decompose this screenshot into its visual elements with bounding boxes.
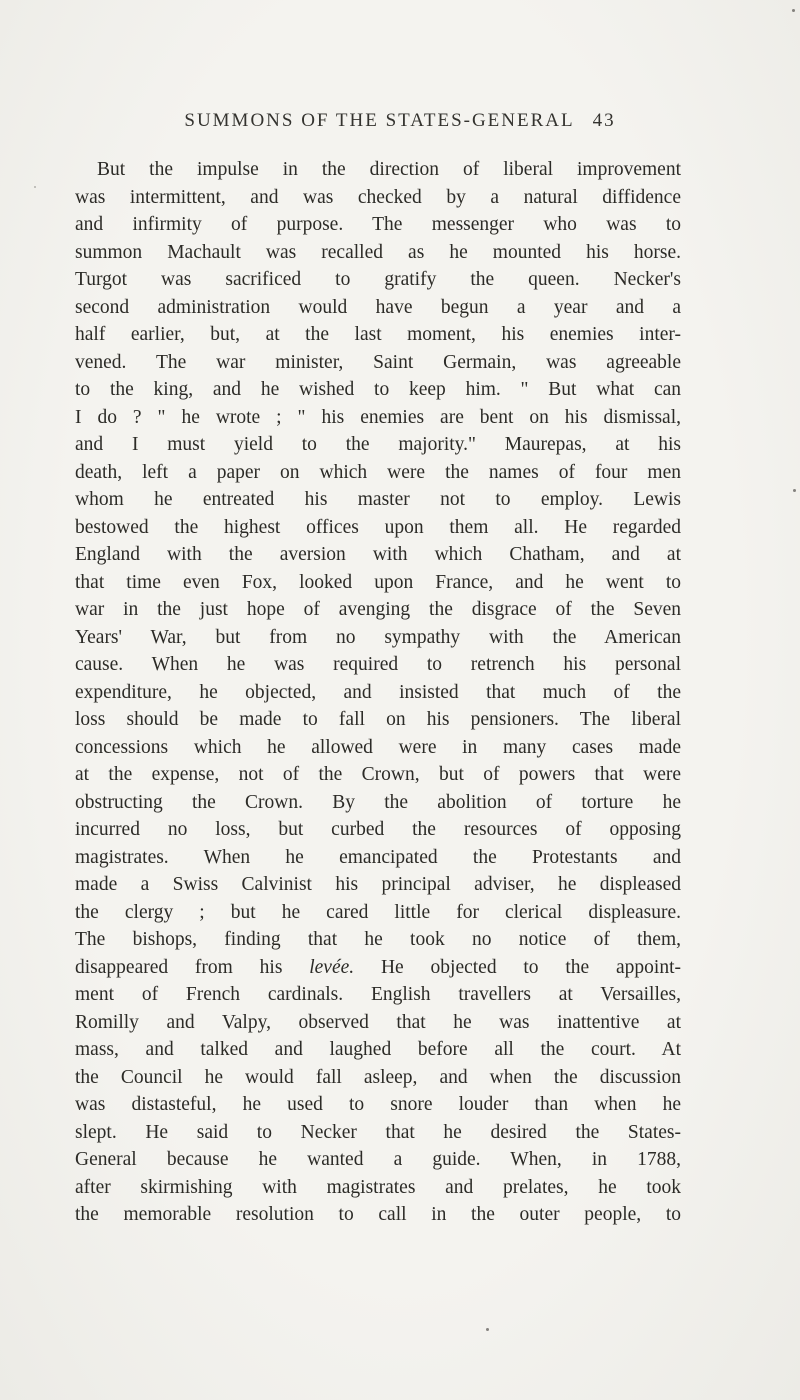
text-segment: obstructing the Crown. By the abolition of torture he: [75, 791, 681, 813]
text-segment: whom he entreated his master not to employ. Lewis: [75, 489, 681, 510]
text-segment: cause. When he was required to retrench his personal: [75, 654, 681, 675]
text-line: [75, 816, 681, 844]
scan-artifact-dot: [34, 186, 36, 188]
text-line: [75, 624, 681, 652]
text-segment: General because he wanted a guide. When, in 1788,: [75, 1149, 681, 1170]
text-segment: Turgot was sacrificed to gratify the queen. Necker's: [75, 269, 681, 290]
text-line: [75, 651, 681, 679]
text-segment: and I must yield to the majority." Maurepas, at his: [75, 434, 681, 455]
text-line: [75, 404, 681, 432]
text-line: [75, 1064, 681, 1092]
text-segment: vened. The war minister, Saint Germain, was agreeable: [75, 351, 681, 373]
text-segment: was intermittent, and was checked by a natural diffidence: [75, 186, 681, 208]
text-segment: was distasteful, he used to snore louder than when he: [75, 1094, 681, 1115]
text-line: [75, 1091, 681, 1119]
page-number: 43: [592, 110, 616, 131]
text-segment: the clergy ; but he cared little for clerical displeasure.: [75, 901, 681, 923]
text-line: [75, 954, 681, 982]
text-segment: war in the just hope of avenging the disgrace of the Seven: [75, 599, 681, 620]
text-line: [75, 899, 681, 927]
text-segment: that time even Fox, looked upon France, and he went to: [75, 571, 681, 593]
text-line: [75, 981, 681, 1009]
page-text: [75, 156, 681, 1229]
text-line: [75, 321, 681, 349]
text-segment: England with the aversion with which Chatham, and at: [75, 544, 681, 565]
text-segment: and infirmity of purpose. The messenger who was to: [75, 214, 681, 235]
text-segment: ment of French cardinals. English travellers at Versailles,: [75, 984, 681, 1005]
text-segment: incurred no loss, but curbed the resources of opposing: [75, 819, 681, 840]
text-line: [75, 1036, 681, 1064]
text-line: [75, 266, 681, 294]
text-segment: the Council he would fall asleep, and when the discussion: [75, 1066, 681, 1088]
text-segment: slept. He said to Necker that he desired the States-: [75, 1121, 681, 1143]
text-line: [75, 541, 681, 569]
text-line: [75, 926, 681, 954]
text-segment: magistrates. When he emancipated the Protestants and: [75, 846, 681, 868]
text-line: [75, 1201, 681, 1229]
text-line: [75, 376, 681, 404]
text-segment: at the expense, not of the Crown, but of powers that were: [75, 764, 681, 785]
text-line: [75, 1119, 681, 1147]
text-line: [75, 761, 681, 789]
text-line: [75, 596, 681, 624]
text-line: [75, 569, 681, 597]
text-segment: The bishops, finding that he took no notice of them,: [75, 929, 681, 950]
text-line: [75, 789, 681, 817]
text-segment: disappeared from his: [75, 956, 310, 978]
text-line: [75, 706, 681, 734]
text-line: [75, 486, 681, 514]
header-title: SUMMONS OF THE STATES-GENERAL: [184, 110, 575, 131]
scan-artifact-dot: [486, 1328, 489, 1331]
scan-artifact-dot: [792, 9, 795, 12]
text-segment: half earlier, but, at the last moment, his enemies inter-: [75, 324, 681, 345]
text-segment: second administration would have begun a year and a: [75, 296, 681, 318]
text-line: [75, 459, 681, 487]
text-segment: But the impulse in the direction of liberal improvement: [97, 159, 681, 180]
text-segment: made a Swiss Calvinist his principal adviser, he displeased: [75, 874, 681, 895]
text-line: [75, 294, 681, 322]
text-line: [75, 211, 681, 239]
text-segment: death, left a paper on which were the names of four men: [75, 461, 681, 483]
text-line: [75, 349, 681, 377]
text-segment: loss should be made to fall on his pensioners. The liberal: [75, 709, 681, 730]
text-segment: after skirmishing with magistrates and prelates, he took: [75, 1176, 681, 1198]
text-line: [75, 1146, 681, 1174]
italic-text: levée.: [309, 956, 355, 978]
text-segment: concessions which he allowed were in many cases made: [75, 736, 681, 758]
text-segment: expenditure, he objected, and insisted that much of the: [75, 681, 681, 703]
text-segment: Years' War, but from no sympathy with the American: [75, 626, 681, 648]
text-line: [75, 431, 681, 459]
text-segment: summon Machault was recalled as he mounted his horse.: [75, 241, 681, 263]
text-line: [75, 1174, 681, 1202]
text-line: [75, 156, 681, 184]
text-segment: Romilly and Valpy, observed that he was inattentive at: [75, 1011, 681, 1033]
text-segment: to the king, and he wished to keep him. " But what can: [75, 379, 681, 400]
text-segment: the memorable resolution to call in the outer people, to: [75, 1204, 681, 1225]
text-line: [75, 514, 681, 542]
text-segment: bestowed the highest offices upon them all. He regarded: [75, 516, 681, 538]
scan-artifact-dot: [793, 489, 796, 492]
text-line: [75, 871, 681, 899]
text-segment: I do ? " he wrote ; " his enemies are bent on his dismissal,: [75, 406, 681, 428]
running-header: [0, 110, 800, 132]
text-line: [75, 184, 681, 212]
text-line: [75, 1009, 681, 1037]
text-line: [75, 679, 681, 707]
text-segment: He objected to the appoint-: [354, 956, 681, 978]
text-segment: mass, and talked and laughed before all the court. At: [75, 1039, 681, 1060]
text-line: [75, 734, 681, 762]
text-line: [75, 844, 681, 872]
text-line: [75, 239, 681, 267]
